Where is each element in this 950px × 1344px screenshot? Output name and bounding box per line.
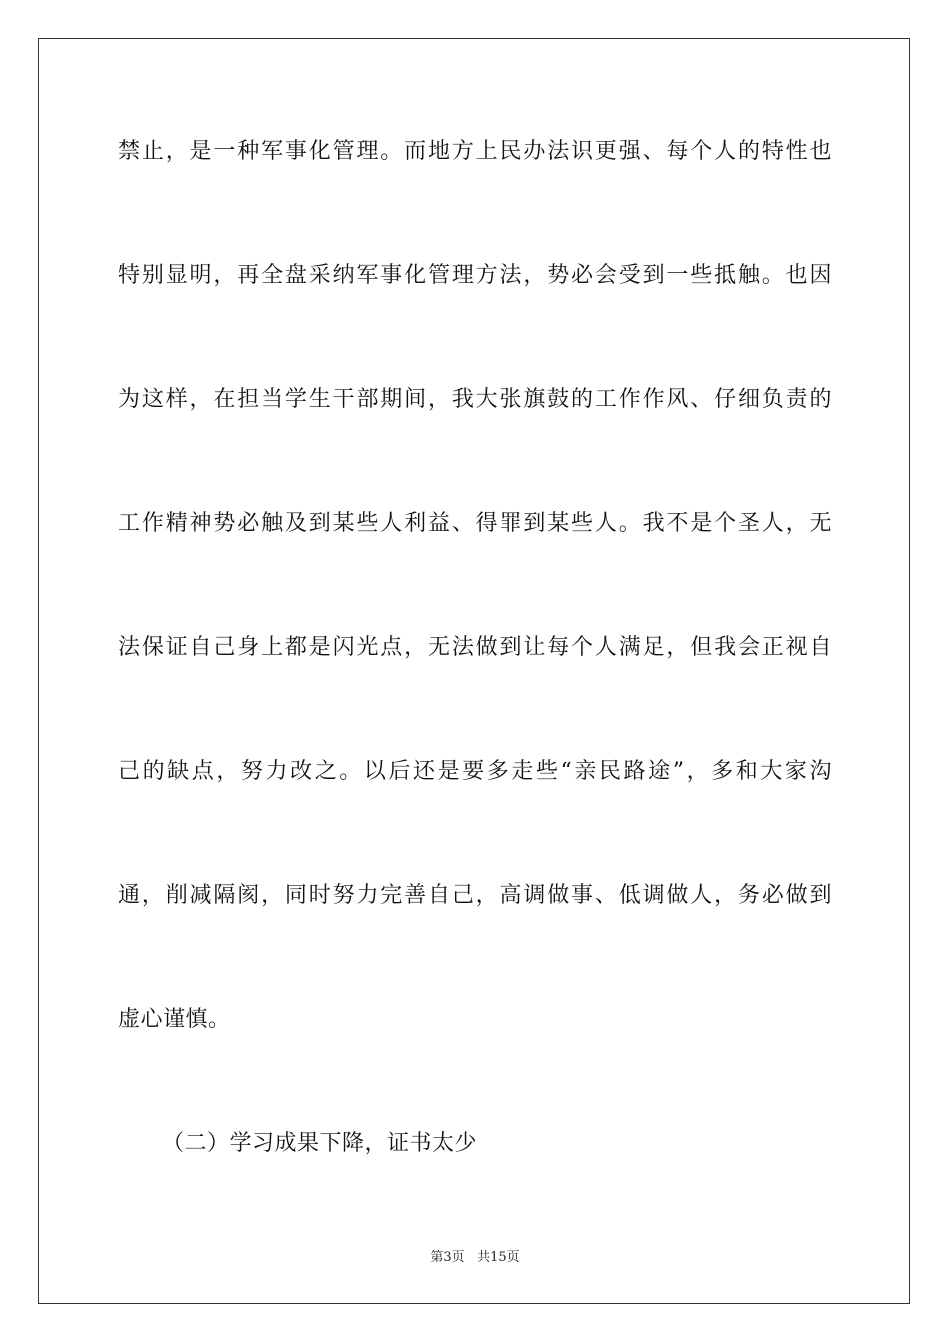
section-subheading: （二）学习成果下降，证书太少 (162, 1131, 478, 1156)
page-footer (0, 1250, 950, 1266)
paragraph-line: 虚心谨慎。 (118, 1007, 231, 1032)
page-number: 第3页 (430, 1250, 465, 1265)
page-border (38, 38, 910, 1304)
paragraph-line: 为这样，在担当学生干部期间，我大张旗鼓的工作作风、仔细负责的 (118, 387, 832, 412)
paragraph-line: 工作精神势必触及到某些人利益、得罪到某些人。我不是个圣人，无 (118, 511, 832, 536)
paragraph-line: 法保证自己身上都是闪光点，无法做到让每个人满足，但我会正视自 (118, 635, 832, 660)
paragraph-line: 己的缺点，努力改之。以后还是要多走些“亲民路途”，多和大家沟 (118, 759, 832, 784)
paragraph-line: 特别显明，再全盘采纳军事化管理方法，势必会受到一些抵触。也因 (118, 263, 832, 288)
paragraph-line: 禁止，是一种军事化管理。而地方上民办法识更强、每个人的特性也 (118, 139, 832, 164)
paragraph-line: 通，削减隔阂，同时努力完善自己，高调做事、低调做人，务必做到 (118, 883, 832, 908)
page-total: 共15页 (477, 1250, 520, 1265)
